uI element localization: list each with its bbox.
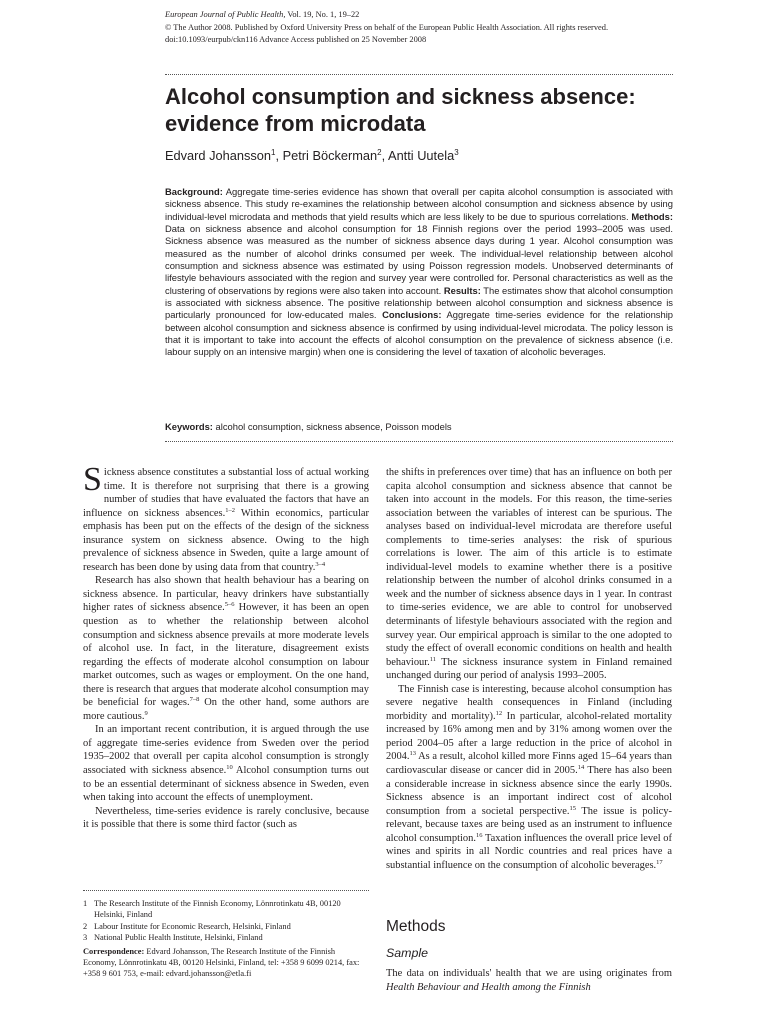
- paragraph: Research has also shown that health behaviour has a bearing on sickness absence. In particular, heavy drinkers have substantially higher rates of sickness absence.$^{5-6}$ However, it has been an open question as to whether the relationship between alcohol consumption and sickness absence prevails at more moderate levels of alcohol use. In fact, in the literature, disagreement exists regarding the effects of moderate alcohol consumption on labour market outcomes, such as wages or employment. On the one hand, there is research that argues that moderate alcohol consumption may be beneficial for wages.$^{7-8}$ On the other hand, some authors are more cautious.$^9$: [83, 575, 370, 722]
- correspondence: Correspondence: Edvard Johansson, The Research Institute of the Finnish Economy, Lönnrotinkatu 4B, 00120 Helsinki, Finland, tel: +358 9 6099 0214, fax: +358 9 601 753, e-mail: edvard.johansson@etla.fi: [83, 946, 360, 979]
- citation-ref: 12: [495, 709, 503, 717]
- footnote-item: 3 National Public Health Institute, Helsinki, Finland: [83, 933, 263, 943]
- citation-ref: 9: [144, 709, 148, 717]
- citation-ref: 3–4: [315, 560, 326, 568]
- abstract-methods: Data on sickness absence and alcohol consumption for 18 Finnish regions over the period 1993–2005 was used. Sickness absence was measured as the number of sickness absence days during 1 year. Alcohol consumption was measured as the number of alcohol drinks consumed per week. The individual-level relationship between alcohol consumption and sickness absence was estimated by using Poisson regression models. Unobserved determinants of lifestyle behaviours associated with the region and survey year were controlled for. Personal characteristics as well as the clustering of observations by regions were also taken into account.: [165, 223, 673, 296]
- author-affiliation: 1: [271, 148, 276, 157]
- article-title: Alcohol consumption and sickness absence: evidence from microdata: [165, 84, 636, 136]
- left-column: [83, 461, 370, 832]
- citation-ref: 16: [475, 831, 483, 839]
- footnote-item: 1 The Research Institute of the Finnish Economy, Lönnrotinkatu 4B, 00120 Helsinki, Finland: [83, 899, 341, 920]
- journal-volume: Vol. 19, No. 1, 19–22: [285, 10, 360, 19]
- citation-ref: 11: [429, 655, 437, 663]
- journal-name: European Journal of Public Health,: [165, 10, 286, 19]
- paragraph: The Finnish case is interesting, because alcohol consumption has severe negative health consequences in Finland (including morbidity and mortality).$^{12}$ In particular, alcohol-related mortality increased by 16% among men and by 31% among women over the period 2004–05 after a large reduction in the price of alcohol in 2004.13 As a result, alcohol killed more Finns aged 15–64 years than cardiovascular disease or cancer did in 2005.14 There has also been a considerable increase in sickness absence since the early 1990s. Sickness absence is an important indirect cost of alcohol consumption from a societal perspective.$^{15}$ The issue is policy-relevant, because taxes are being used as an instrument to influence alcohol consumption.$^{16}$ Taxation influences the overall price level of wines and spirits in all Nordic countries and real prices have a substantial influence on the consumption of alcoholic beverages.$^{17}$: [386, 683, 673, 871]
- citation-ref: 15: [569, 804, 576, 812]
- abstract-results: The estimates show that alcohol consumption is associated with sickness absence. The positive relationship between alcohol consumption and sickness absence is particularly pronounced for low-educated males.: [165, 284, 673, 321]
- abstract-background-label: Background:: [165, 186, 223, 197]
- methods-paragraph: The data on individuals' health that we are using originates from Health Behaviour and Health among the Finnish: [386, 968, 672, 993]
- subsection-heading-sample: Sample: [386, 946, 429, 960]
- keywords: [165, 421, 673, 432]
- author-affiliation: 3: [454, 148, 459, 157]
- citation-ref: 5–6: [224, 601, 235, 609]
- paragraph: the shifts in preferences over time) that has an influence on both per capita alcohol consumption and sickness absence that cannot be taken into account in the models. For this reason, the time-series association between the variables of interest can be spurious. The analyses based on individual-level microdata are therefore useful complements to time-series analyses: the risk of spurious correlations is lower. The aim of this article is to estimate individual-level models to examine whether there is a positive relationship between the number of alcohol drinks consumed in a week and the number of sickness absence days in 1 year. In contrast to time-series evidence, we are able to control for unobserved determinants of lifestyle behaviours associated with the region and survey year. Our empirical approach is similar to the one adopted to study the effect of overall economic conditions on health and health behaviour.$^{11}$ The sickness insurance system in Finland remained unchanged during our period of analysis 1993–2005.: [386, 467, 672, 682]
- author-affiliation: 2: [377, 148, 382, 157]
- paragraph: Sickness absence constitutes a substantial loss of actual working time. It is therefore not surprising that there is a growing number of studies that have evaluated the factors that have an influence on sickness absences.$^{1-2}$ Within economics, particular emphasis has been put on the effects of the design of the sickness insurance system on sickness absence. Owing to the high prevalence of sickness absence in Sweden, quite a large amount of research has been done by using data from that country.$^{3-4}$: [83, 461, 369, 573]
- header-divider: [165, 74, 673, 75]
- journal-header: [165, 9, 608, 47]
- drop-cap: S: [83, 461, 102, 498]
- keywords-text: alcohol consumption, sickness absence, Poisson models: [212, 421, 452, 432]
- author-name: Petri Böckerman: [282, 148, 378, 163]
- citation-ref: 7–8: [189, 696, 200, 704]
- keywords-label: Keywords:: [165, 421, 213, 432]
- correspondence-label: Correspondence:: [83, 946, 145, 956]
- footnote-item: 2 Labour Institute for Economic Research, Helsinki, Finland: [83, 921, 291, 931]
- doi-line: doi:10.1093/eurpub/ckn116 Advance Access published on 25 November 2008: [165, 35, 427, 45]
- right-column: [386, 466, 672, 872]
- abstract-divider: [165, 441, 673, 442]
- section-heading-methods: Methods: [386, 918, 446, 935]
- citation-ref: 1–2: [225, 506, 235, 514]
- abstract-methods-label: Methods:: [631, 210, 673, 222]
- author-name: Antti Uutela: [388, 148, 455, 163]
- paragraph: In an important recent contribution, it is argued through the use of aggregate time-series evidence from Sweden over the period 1935–2002 that overall per capita alcohol consumption is strongly associated with sickness absence.$^{10}$ Alcohol consumption turns out to be an essential determinant of sickness absence in Sweden, even when taking into account the effects of unemployment.: [83, 724, 369, 804]
- abstract-conclusions-label: Conclusions:: [382, 309, 442, 321]
- abstract-results-label: Results:: [443, 284, 481, 296]
- paragraph: Nevertheless, time-series evidence is rarely conclusive, because it is possible that there is some third factor (such as: [83, 805, 369, 831]
- citation-ref: 10: [226, 764, 233, 772]
- author-name: Edvard Johansson: [165, 148, 271, 163]
- citation-ref: 13: [409, 750, 416, 758]
- author-list: Edvard Johansson$^1$, Petri Böckerman$^2$, Antti Uutela$^3$: [165, 148, 459, 163]
- citation-ref: 17: [656, 858, 663, 866]
- abstract-conclusions: Aggregate time-series evidence for the relationship between alcohol consumption and sickness absence is confirmed by using individual-level microdata. The policy lesson is that it is important to take into account the effects of alcohol consumption on the prevalence of sickness absence (i.e. labour supply on an intensive margin) when one is considering the level of taxation of alcoholic beverages.: [165, 309, 673, 358]
- abstract: [165, 186, 673, 359]
- citation-ref: 14: [577, 764, 585, 772]
- abstract-background: Aggregate time-series evidence has shown that overall per capita alcohol consumption is associated with sickness absence. This study re-examines the relationship between alcohol consumption and sickness absence by using individual-level microdata and methods that yield results which are less likely to be due to spurious correlations.: [165, 186, 673, 222]
- footnote-divider: [83, 890, 369, 891]
- copyright-line: © The Author 2008. Published by Oxford University Press on behalf of the European Public Health Association. All rights reserved.: [165, 22, 609, 32]
- footnotes: [83, 898, 369, 980]
